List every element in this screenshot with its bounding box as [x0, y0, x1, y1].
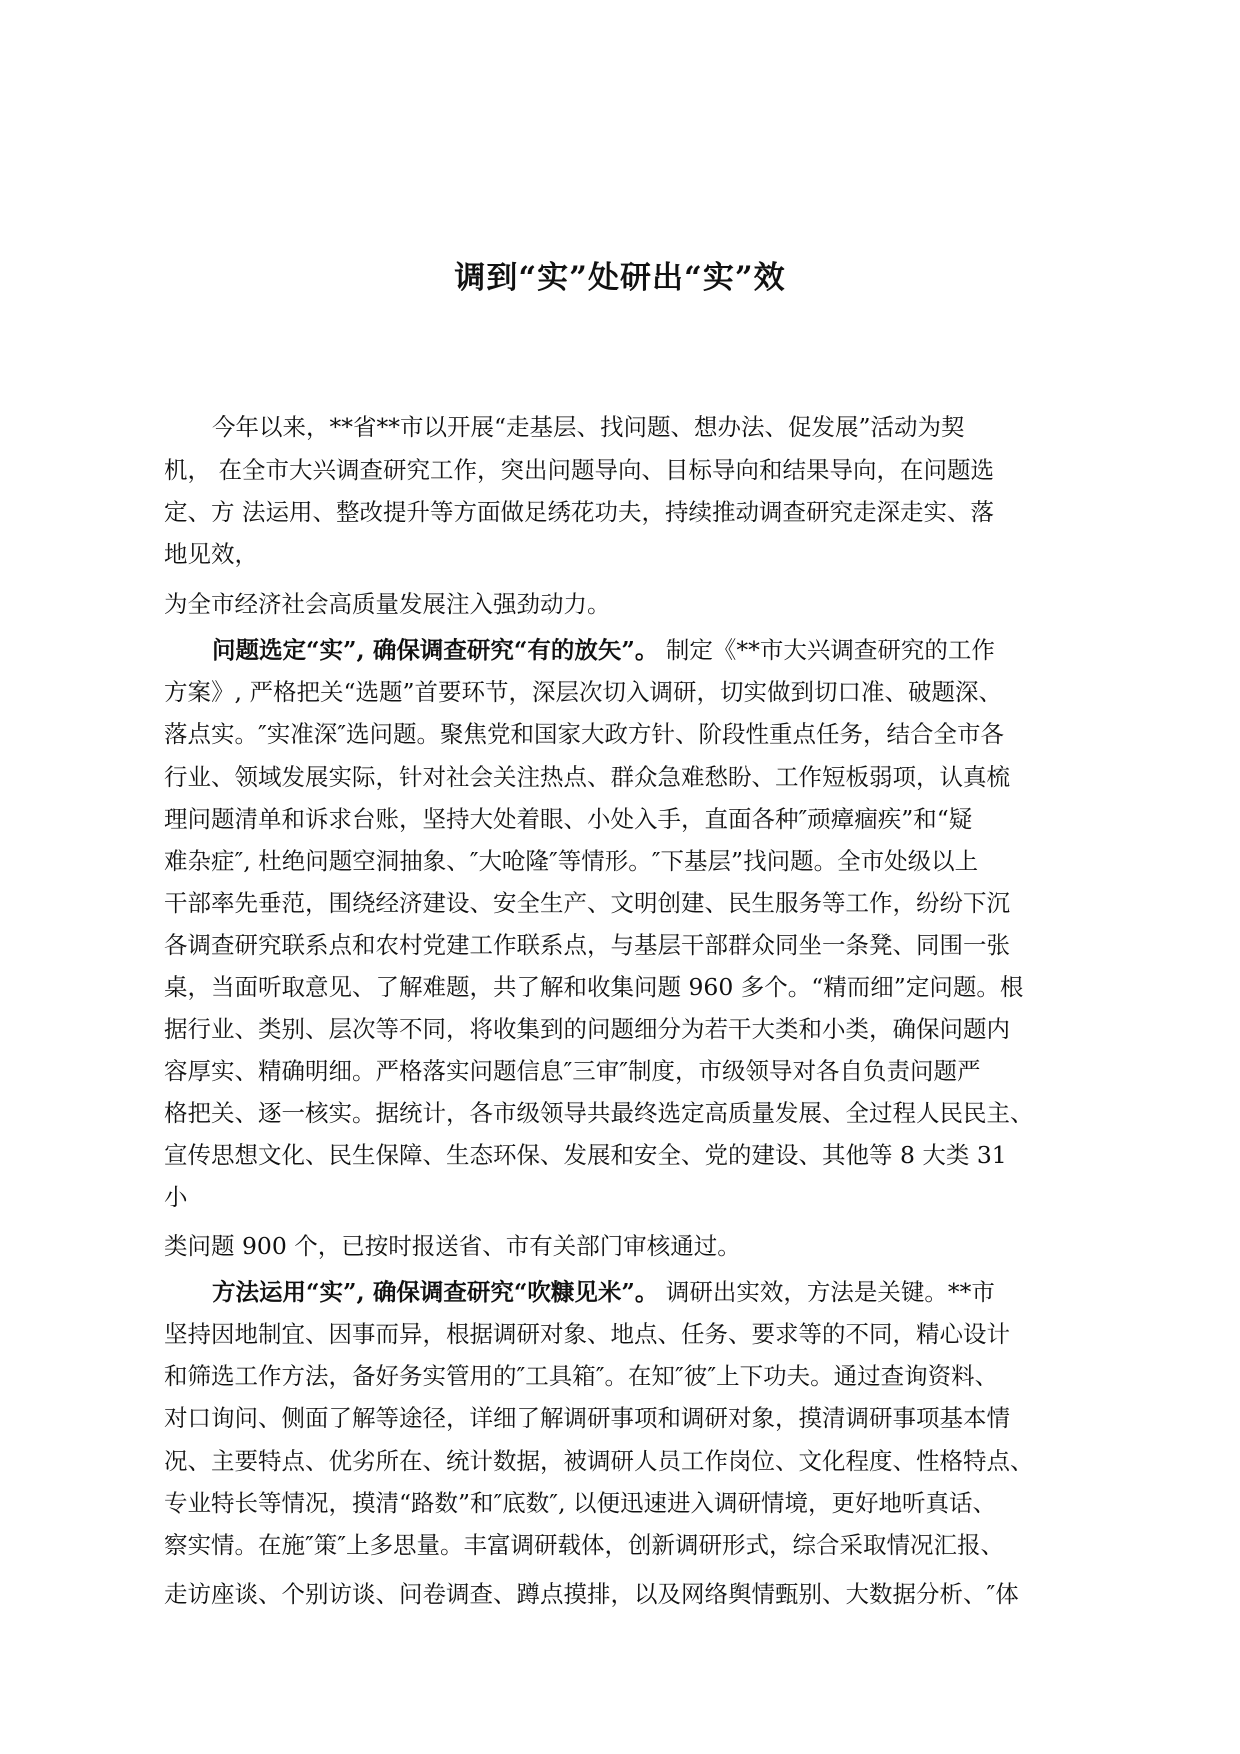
- intro-line-2: 机， 在全市大兴调查研究工作，突出问题导向、目标导向和结果导向，在问题选: [164, 456, 994, 484]
- section2-line-3: 和筛选工作方法，备好务实管用的″工具箱″。在知″彼″上下功夫。通过查询资料、: [164, 1362, 999, 1390]
- section1-line-13: 宣传思想文化、民生保障、生态环保、发展和安全、党的建设、其他等 8 大类 31: [164, 1141, 1007, 1169]
- intro-line-1: 今年以来，**省**市以开展“走基层、找问题、想办法、促发展”活动为契: [212, 413, 965, 441]
- section1-line-6: 难杂症″, 杜绝问题空洞抽象、″大呛隆″等情形。″下基层”找问题。全市处级以上: [164, 847, 979, 875]
- section2-lead: 方法运用“实”, 确保调查研究“吹糠见米”。: [212, 1278, 659, 1306]
- section1-line-12: 格把关、逐一核实。据统计，各市级领导共最终选定高质量发展、全过程人民民主、: [164, 1099, 1034, 1127]
- section1-line-14: 小: [164, 1183, 188, 1211]
- section2-line-6: 专业特长等情况，摸清“路数”和″底数″, 以便迅速进入调研情境，更好地听真话、: [164, 1489, 997, 1517]
- intro-line-5: 为全市经济社会高质量发展注入强劲动力。: [164, 590, 611, 618]
- section1-first-line: [212, 635, 995, 665]
- section2-first-line: [212, 1277, 995, 1307]
- section1-line-5: 理问题清单和诉求台账，坚持大处着眼、小处入手，直面各种″顽瘴痼疾”和“疑: [164, 805, 973, 833]
- section1-line-9: 桌，当面听取意见、了解难题，共了解和收集问题 960 多个。“精而细”定问题。根: [164, 973, 1024, 1001]
- section2-line-2: 坚持因地制宜、因事而异，根据调研对象、地点、任务、要求等的不同，精心设计: [164, 1320, 1010, 1348]
- document-title: 调到“实”处研出“实”效: [454, 260, 786, 296]
- section2-line-8: 走访座谈、个别访谈、问卷调查、蹲点摸排，以及网络舆情甄别、大数据分析、″体: [164, 1580, 1019, 1608]
- section1-line-3: 落点实。″实准深″选问题。聚焦党和国家大政方针、阶段性重点任务，结合全市各: [164, 720, 1005, 748]
- section2-line-7: 察实情。在施″策″上多思量。丰富调研载体，创新调研形式，综合采取情况汇报、: [164, 1531, 1005, 1559]
- section2-first-line-rest: 调研出实效，方法是关键。**市: [658, 1278, 995, 1306]
- section1-line-11: 容厚实、精确明细。严格落实问题信息″三审″制度，市级领导对各自负责问题严: [164, 1057, 981, 1085]
- section1-line-7: 干部率先垂范，围绕经济建设、安全生产、文明创建、民生服务等工作，纷纷下沉: [164, 889, 1010, 917]
- section1-lead: 问题选定“实”, 确保调查研究“有的放矢”。: [212, 636, 659, 664]
- section2-line-5: 况、主要特点、优劣所在、统计数据，被调研人员工作岗位、文化程度、性格特点、: [164, 1447, 1034, 1475]
- section1-line-10: 据行业、类别、层次等不同，将收集到的问题细分为若干大类和小类，确保问题内: [164, 1015, 1010, 1043]
- section2-line-4: 对口询问、侧面了解等途径，详细了解调研事项和调研对象，摸清调研事项基本情: [164, 1404, 1010, 1432]
- intro-line-4: 地见效，: [164, 540, 258, 568]
- section1-line-8: 各调查研究联系点和农村党建工作联系点，与基层干部群众同坐一条凳、同围一张: [164, 931, 1010, 959]
- section1-first-line-rest: 制定《**市大兴调查研究的工作: [658, 636, 995, 664]
- section1-line-2: 方案》, 严格把关“选题”首要环节，深层次切入调研，切实做到切口准、破题深、: [164, 678, 1002, 706]
- section1-line-4: 行业、领域发展实际，针对社会关注热点、群众急难愁盼、工作短板弱项，认真梳: [164, 763, 1010, 791]
- section1-line-15: 类问题 900 个，已按时报送省、市有关部门审核通过。: [164, 1232, 741, 1260]
- intro-line-3: 定、方 法运用、整改提升等方面做足绣花功夫，持续推动调查研究走深走实、落: [164, 498, 994, 526]
